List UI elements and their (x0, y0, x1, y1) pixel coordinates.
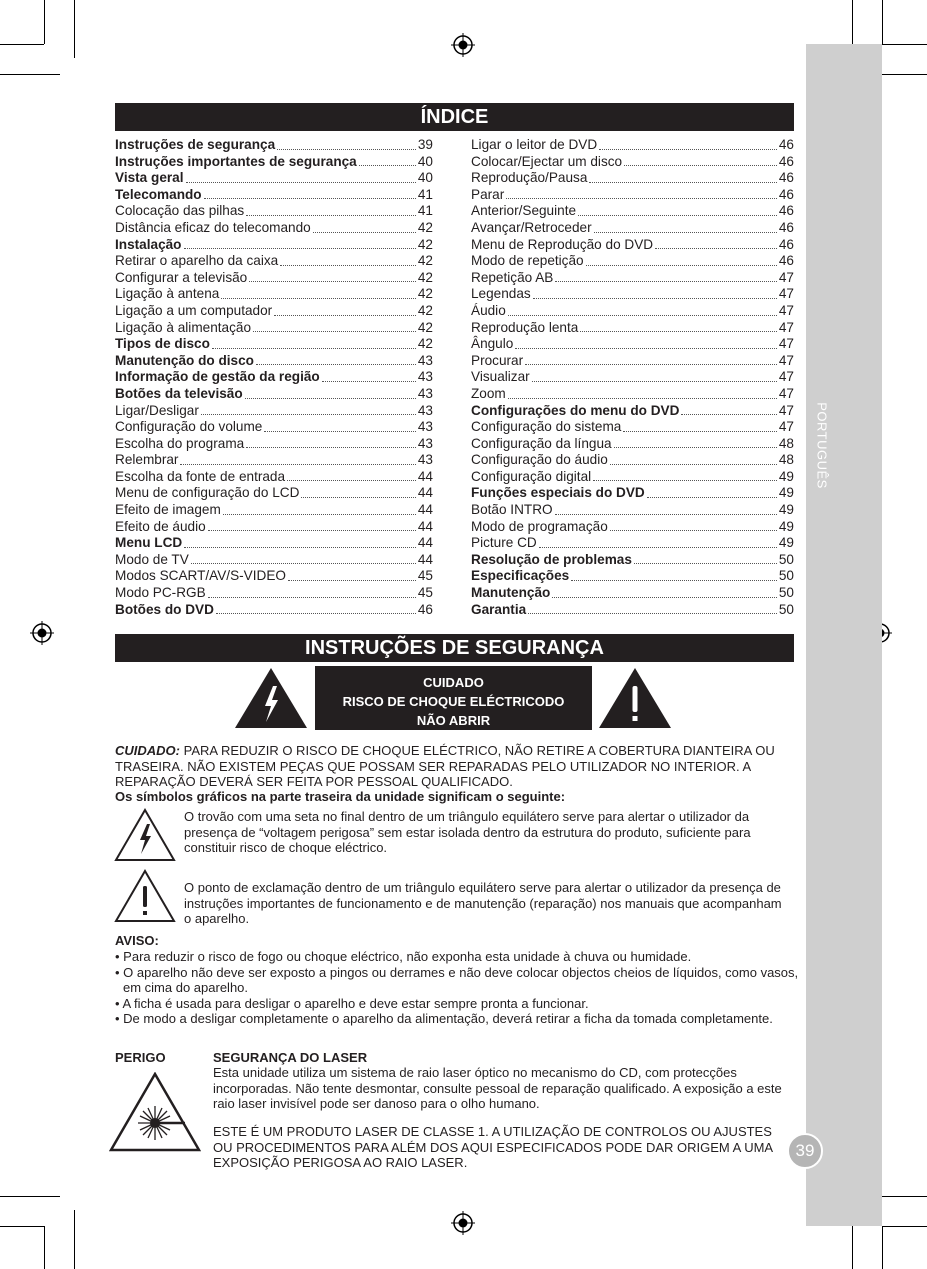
toc-entry (471, 403, 794, 420)
toc-entry (115, 502, 433, 519)
crop-mark (0, 1196, 60, 1197)
toc-entry-page: 43 (417, 419, 433, 435)
toc-entry-title: Manutenção (471, 585, 551, 601)
toc-entry (115, 187, 433, 204)
toc-entry-title: Funções especiais do DVD (471, 485, 645, 501)
toc-entry-title: Escolha do programa (115, 435, 245, 451)
toc-entry-page: 43 (417, 435, 433, 451)
toc-entry-title: Reprodução/Pausa (471, 170, 588, 186)
toc-entry (471, 237, 794, 254)
toc-entry (471, 386, 794, 403)
toc-entry-page: 43 (417, 352, 433, 368)
toc-entry-page: 47 (778, 385, 794, 401)
bullet-icon: • (115, 1011, 124, 1026)
toc-leader-dots (245, 397, 416, 399)
toc-entry (115, 469, 433, 486)
toc-entry-title: Configuração digital (471, 468, 592, 484)
toc-leader-dots (184, 546, 416, 548)
bullet-icon: • (115, 995, 123, 1011)
toc-leader-dots (578, 214, 777, 216)
toc-entry (115, 270, 433, 287)
symbols-heading: Os símbolos gráficos na parte traseira da unidade significam o seguinte: (115, 789, 566, 804)
toc-entry-page: 42 (417, 302, 433, 318)
index-title: ÍNDICE (115, 103, 794, 131)
toc-leader-dots (552, 596, 777, 598)
toc-entry-title: Colocação das pilhas (115, 203, 245, 219)
registration-mark-icon (451, 1211, 475, 1235)
toc-entry-page: 46 (778, 203, 794, 219)
toc-entry-page: 46 (417, 601, 433, 617)
toc-entry (115, 585, 433, 602)
toc-entry-page: 46 (778, 236, 794, 252)
toc-entry (115, 336, 433, 353)
toc-entry-page: 44 (417, 551, 433, 567)
toc-entry-title: Tipos de disco (115, 336, 210, 352)
toc-entry-title: Modos SCART/AV/S-VIDEO (115, 568, 286, 584)
toc-entry-title: Ligação a um computador (115, 302, 273, 318)
toc-entry (471, 485, 794, 502)
toc-entry (471, 519, 794, 536)
toc-entry-page: 47 (778, 369, 794, 385)
toc-leader-dots (532, 380, 777, 382)
laser-heading: SEGURANÇA DO LASER (213, 1050, 368, 1065)
toc-leader-dots (280, 264, 416, 266)
crop-mark (0, 1226, 44, 1227)
toc-leader-dots (599, 148, 777, 150)
toc-leader-dots (313, 231, 416, 233)
warning-item (115, 965, 805, 996)
toc-entry-title: Configurações do menu do DVD (471, 402, 680, 418)
warning-text: O aparelho não deve ser exposto a pingos ou derrames e não deve colocar objectos cheios de líquidos, como vasos, em cima do aparelho. (123, 964, 799, 995)
toc-entry (115, 220, 433, 237)
toc-entry-title: Informação de gestão da região (115, 369, 320, 385)
toc-leader-dots (184, 247, 416, 249)
toc-entry-title: Anterior/Seguinte (471, 203, 577, 219)
warning-text: Para reduzir o risco de fogo ou choque eléctrico, não exponha esta unidade à chuva ou humidade. (123, 949, 692, 964)
toc-entry (471, 270, 794, 287)
toc-entry (471, 320, 794, 337)
toc-entry-page: 44 (417, 468, 433, 484)
caution-box-line: RISCO DE CHOQUE ELÉCTRICODO (342, 694, 565, 709)
toc-entry (471, 602, 794, 619)
toc-entry (115, 203, 433, 220)
toc-entry-page: 43 (417, 369, 433, 385)
toc-entry-page: 44 (417, 518, 433, 534)
crop-mark (44, 0, 45, 44)
toc-entry-page: 43 (417, 452, 433, 468)
toc-leader-dots (533, 297, 777, 299)
crop-mark (74, 1210, 75, 1269)
toc-entry-page: 40 (417, 170, 433, 186)
toc-entry (115, 170, 433, 187)
toc-entry-title: Avançar/Retroceder (471, 219, 592, 235)
toc-entry-title: Botões da televisão (115, 385, 243, 401)
toc-entry (471, 502, 794, 519)
toc-entry (115, 419, 433, 436)
toc-leader-dots (322, 380, 416, 382)
toc-entry (115, 602, 433, 619)
toc-leader-dots (580, 330, 777, 332)
toc-leader-dots (246, 214, 416, 216)
toc-entry-title: Botões do DVD (115, 601, 214, 617)
toc-entry-page: 46 (778, 253, 794, 269)
toc-entry (115, 253, 433, 270)
toc-leader-dots (249, 280, 416, 282)
toc-entry-title: Ligar o leitor de DVD (471, 137, 598, 152)
warning-list (115, 949, 805, 1027)
toc-entry-title: Efeito de imagem (115, 502, 221, 518)
toc-leader-dots (593, 479, 777, 481)
bullet-icon: • (115, 964, 124, 980)
toc-entry-page: 40 (417, 153, 433, 169)
toc-leader-dots (212, 347, 416, 349)
crop-mark (882, 44, 927, 45)
safety-title: INSTRUÇÕES DE SEGURANÇA (115, 634, 794, 662)
lightning-warning-icon (233, 666, 309, 730)
toc-entry (115, 485, 433, 502)
toc-entry-title: Ligação à antena (115, 286, 220, 302)
toc-leader-dots (647, 496, 777, 498)
toc-entry-page: 50 (778, 551, 794, 567)
toc-leader-dots (655, 247, 777, 249)
language-tab-label: PORTUGUÊS (814, 402, 830, 489)
toc-leader-dots (256, 363, 416, 365)
toc-entry (471, 187, 794, 204)
toc-entry-title: Modo de repetição (471, 253, 584, 269)
toc-entry-title: Repetição AB (471, 269, 554, 285)
toc-entry-title: Garantia (471, 601, 527, 617)
toc-entry-page: 41 (417, 186, 433, 202)
toc-entry-page: 42 (417, 253, 433, 269)
toc-entry-title: Menu LCD (115, 535, 183, 551)
toc-leader-dots (264, 430, 416, 432)
lightning-description: O trovão com uma seta no final dentro de um triângulo equilátero serve para alertar o utilizador da presença de “voltagem perigosa” sem estar isolada dentro da estrutura do produto, suficiente para constituir risco de choque eléctrico. (184, 809, 751, 855)
toc-entry (471, 286, 794, 303)
crop-mark (44, 1226, 45, 1269)
toc-entry-title: Reprodução lenta (471, 319, 579, 335)
toc-entry-title: Botão INTRO (471, 502, 553, 518)
toc-entry-page: 45 (417, 568, 433, 584)
crop-mark (0, 44, 44, 45)
toc-entry-title: Ângulo (471, 336, 514, 352)
crop-mark (74, 0, 75, 58)
toc-entry-page: 47 (778, 286, 794, 302)
toc-entry-title: Modo PC-RGB (115, 585, 206, 601)
toc-entry-title: Menu de Reprodução do DVD (471, 236, 654, 252)
toc-leader-dots (186, 181, 416, 183)
toc-entry (115, 320, 433, 337)
toc-entry (471, 353, 794, 370)
exclamation-triangle-icon (114, 869, 176, 923)
warning-item (115, 1011, 805, 1027)
toc-entry-page: 42 (417, 219, 433, 235)
toc-entry-page: 44 (417, 502, 433, 518)
toc-leader-dots (191, 562, 416, 564)
toc-entry-page: 39 (417, 137, 433, 152)
toc-entry-page: 50 (778, 601, 794, 617)
toc-entry (471, 535, 794, 552)
toc-leader-dots (287, 479, 416, 481)
toc-entry-title: Vista geral (115, 170, 184, 186)
toc-left-column (115, 137, 433, 618)
toc-entry-title: Parar (471, 186, 505, 202)
toc-entry (471, 568, 794, 585)
toc-entry-page: 46 (778, 153, 794, 169)
crop-mark (882, 0, 883, 44)
toc-entry-title: Picture CD (471, 535, 537, 551)
crop-mark (0, 74, 60, 75)
exclamation-description: O ponto de exclamação dentro de um triângulo equilátero serve para alertar o utilizador da presença de instruções importantes de funcionamento e de manutenção (reparação) nos manuais que acompanham o aparelho. (184, 880, 782, 926)
toc-entry (471, 452, 794, 469)
toc-entry (115, 403, 433, 420)
toc-entry-page: 42 (417, 319, 433, 335)
exclamation-warning-icon (597, 666, 673, 730)
toc-leader-dots (623, 430, 777, 432)
toc-leader-dots (508, 314, 777, 316)
toc-entry-page: 46 (778, 219, 794, 235)
toc-entry-title: Ligar/Desligar (115, 402, 199, 418)
toc-leader-dots (221, 297, 416, 299)
crop-mark (882, 1226, 927, 1227)
toc-entry (471, 154, 794, 171)
toc-entry (471, 220, 794, 237)
toc-leader-dots (208, 596, 416, 598)
toc-leader-dots (610, 529, 777, 531)
lightning-triangle-icon (114, 808, 176, 862)
toc-entry-title: Modo de programação (471, 518, 608, 534)
toc-entry (115, 452, 433, 469)
toc-entry (115, 436, 433, 453)
page-number: 39 (787, 1133, 823, 1169)
toc-leader-dots (586, 264, 777, 266)
laser-class-notice: ESTE É UM PRODUTO LASER DE CLASSE 1. A UTILIZAÇÃO DE CONTROLOS OU AJUSTES OU PROCEDIMENTOS PARA ALÉM DOS AQUI ESPECIFICADOS PODE DAR ORIGEM A UMA EXPOSIÇÃO PERIGOSA AO RAIO LASER. (213, 1124, 773, 1170)
toc-leader-dots (253, 330, 416, 332)
toc-entry (115, 303, 433, 320)
caution-text: PARA REDUZIR O RISCO DE CHOQUE ELÉCTRICO, NÃO RETIRE A COBERTURA DIANTEIRA OU TRASEIRA. NÃO EXISTEM PEÇAS QUE POSSAM SER REPARADAS PELO UTILIZADOR NO INTERIOR. A REPARAÇÃO DEVERÁ SER FEITA POR PESSOAL QUALIFICADO. (115, 743, 775, 789)
toc-leader-dots (594, 231, 777, 233)
toc-leader-dots (589, 181, 776, 183)
toc-entry-page: 49 (778, 502, 794, 518)
toc-entry (115, 369, 433, 386)
toc-entry (471, 336, 794, 353)
toc-entry-title: Visualizar (471, 369, 530, 385)
toc-leader-dots (204, 197, 416, 199)
toc-entry-title: Instruções de segurança (115, 137, 276, 152)
toc-entry-page: 49 (778, 485, 794, 501)
toc-leader-dots (180, 463, 415, 465)
toc-leader-dots (624, 164, 777, 166)
toc-leader-dots (208, 529, 416, 531)
warning-heading: AVISO: (115, 933, 159, 948)
toc-leader-dots (539, 546, 777, 548)
toc-entry-page: 50 (778, 568, 794, 584)
toc-leader-dots (274, 314, 416, 316)
danger-label: PERIGO (115, 1050, 166, 1065)
toc-entry-title: Distância eficaz do telecomando (115, 219, 311, 235)
toc-leader-dots (528, 612, 777, 614)
toc-entry-page: 47 (778, 319, 794, 335)
toc-right-column (471, 137, 794, 618)
toc-entry-page: 42 (417, 336, 433, 352)
toc-entry (471, 419, 794, 436)
toc-entry-title: Especificações (471, 568, 570, 584)
toc-entry-title: Menu de configuração do LCD (115, 485, 300, 501)
toc-entry-page: 46 (778, 170, 794, 186)
toc-entry-title: Instruções importantes de segurança (115, 153, 357, 169)
toc-leader-dots (634, 562, 777, 564)
toc-entry (471, 137, 794, 154)
toc-entry (115, 386, 433, 403)
toc-entry-page: 43 (417, 402, 433, 418)
toc-entry-title: Retirar o aparelho da caixa (115, 253, 279, 269)
toc-entry (471, 203, 794, 220)
toc-entry-page: 47 (778, 302, 794, 318)
toc-entry (471, 303, 794, 320)
warning-text: De modo a desligar completamente o aparelho da alimentação, deverá retirar a ficha da tomada completamente. (123, 1011, 773, 1026)
toc-entry-title: Colocar/Ejectar um disco (471, 153, 623, 169)
toc-entry-title: Resolução de problemas (471, 551, 632, 567)
toc-entry-title: Ligação à alimentação (115, 319, 252, 335)
toc-entry (115, 552, 433, 569)
toc-entry-page: 48 (778, 452, 794, 468)
toc-leader-dots (555, 513, 777, 515)
caution-box-line: NÃO ABRIR (416, 713, 491, 728)
toc-entry-page: 47 (778, 419, 794, 435)
registration-mark-icon (30, 621, 54, 645)
toc-entry (115, 535, 433, 552)
caution-paragraph (115, 743, 795, 790)
toc-entry-page: 42 (417, 269, 433, 285)
toc-leader-dots (201, 413, 416, 415)
toc-entry-page: 41 (417, 203, 433, 219)
toc-leader-dots (508, 397, 777, 399)
toc-leader-dots (246, 446, 416, 448)
toc-entry-page: 42 (417, 236, 433, 252)
toc-entry-page: 48 (778, 435, 794, 451)
laser-warning-icon (109, 1072, 201, 1152)
toc-entry (471, 436, 794, 453)
caution-box (315, 666, 592, 730)
toc-leader-dots (301, 496, 415, 498)
toc-leader-dots (614, 446, 777, 448)
toc-entry-title: Relembrar (115, 452, 179, 468)
toc-entry-title: Configuração do áudio (471, 452, 608, 468)
toc-leader-dots (525, 363, 777, 365)
toc-entry (115, 286, 433, 303)
toc-entry-page: 46 (778, 137, 794, 152)
toc-leader-dots (515, 347, 777, 349)
toc-leader-dots (277, 148, 416, 150)
toc-entry-page: 47 (778, 352, 794, 368)
toc-entry-title: Áudio (471, 302, 506, 318)
toc-entry-title: Telecomando (115, 186, 202, 202)
warning-text: A ficha é usada para desligar o aparelho e deve estar sempre pronta a funcionar. (122, 995, 589, 1011)
toc-entry-title: Zoom (471, 385, 506, 401)
toc-entry-page: 47 (778, 336, 794, 352)
toc-entry (115, 137, 433, 154)
toc-entry-title: Configuração da língua (471, 435, 612, 451)
toc-leader-dots (555, 280, 777, 282)
toc-entry-page: 45 (417, 585, 433, 601)
language-side-tab (806, 44, 882, 1226)
laser-description: Esta unidade utiliza um sistema de raio laser óptico no mecanismo do CD, com protecções incorporadas. Não tente desmontar, consulte pessoal de reparação qualificado. A exposição a este raio laser invisível pode ser danoso para o olho humano. (213, 1065, 782, 1111)
toc-entry-title: Modo de TV (115, 551, 189, 567)
toc-entry (115, 154, 433, 171)
toc-entry (471, 469, 794, 486)
toc-entry-title: Escolha da fonte de entrada (115, 468, 286, 484)
toc-entry-page: 44 (417, 485, 433, 501)
toc-entry (471, 369, 794, 386)
toc-leader-dots (681, 413, 776, 415)
toc-entry (115, 237, 433, 254)
toc-entry-page: 44 (417, 535, 433, 551)
toc-entry (471, 585, 794, 602)
toc-entry-title: Instalação (115, 236, 182, 252)
warning-item (115, 949, 805, 965)
toc-entry-title: Configurar a televisão (115, 269, 248, 285)
toc-entry-page: 49 (778, 535, 794, 551)
toc-entry-title: Legendas (471, 286, 531, 302)
caution-box-line: CUIDADO (423, 675, 484, 690)
toc-entry-page: 46 (778, 186, 794, 202)
toc-entry (471, 170, 794, 187)
toc-entry-page: 42 (417, 286, 433, 302)
toc-entry-title: Efeito de áudio (115, 518, 206, 534)
toc-entry-title: Procurar (471, 352, 524, 368)
toc-entry-title: Configuração do sistema (471, 419, 622, 435)
toc-entry-page: 49 (778, 518, 794, 534)
toc-entry-page: 47 (778, 269, 794, 285)
toc-entry-page: 47 (778, 402, 794, 418)
toc-leader-dots (359, 164, 416, 166)
toc-leader-dots (571, 579, 777, 581)
toc-entry-page: 49 (778, 468, 794, 484)
toc-entry (115, 519, 433, 536)
warning-item (115, 996, 805, 1012)
toc-entry (471, 253, 794, 270)
crop-mark (882, 1226, 883, 1269)
toc-entry-title: Manutenção do disco (115, 352, 254, 368)
registration-mark-icon (451, 33, 475, 57)
toc-entry-title: Configuração do volume (115, 419, 263, 435)
caution-label: CUIDADO: (115, 743, 180, 758)
toc-entry-page: 43 (417, 385, 433, 401)
toc-entry (115, 353, 433, 370)
toc-leader-dots (216, 612, 416, 614)
bullet-icon: • (115, 949, 124, 964)
toc-leader-dots (506, 197, 777, 199)
toc-entry (115, 568, 433, 585)
toc-entry (471, 552, 794, 569)
toc-leader-dots (223, 513, 416, 515)
toc-leader-dots (610, 463, 777, 465)
toc-entry-page: 50 (778, 585, 794, 601)
toc-leader-dots (288, 579, 416, 581)
